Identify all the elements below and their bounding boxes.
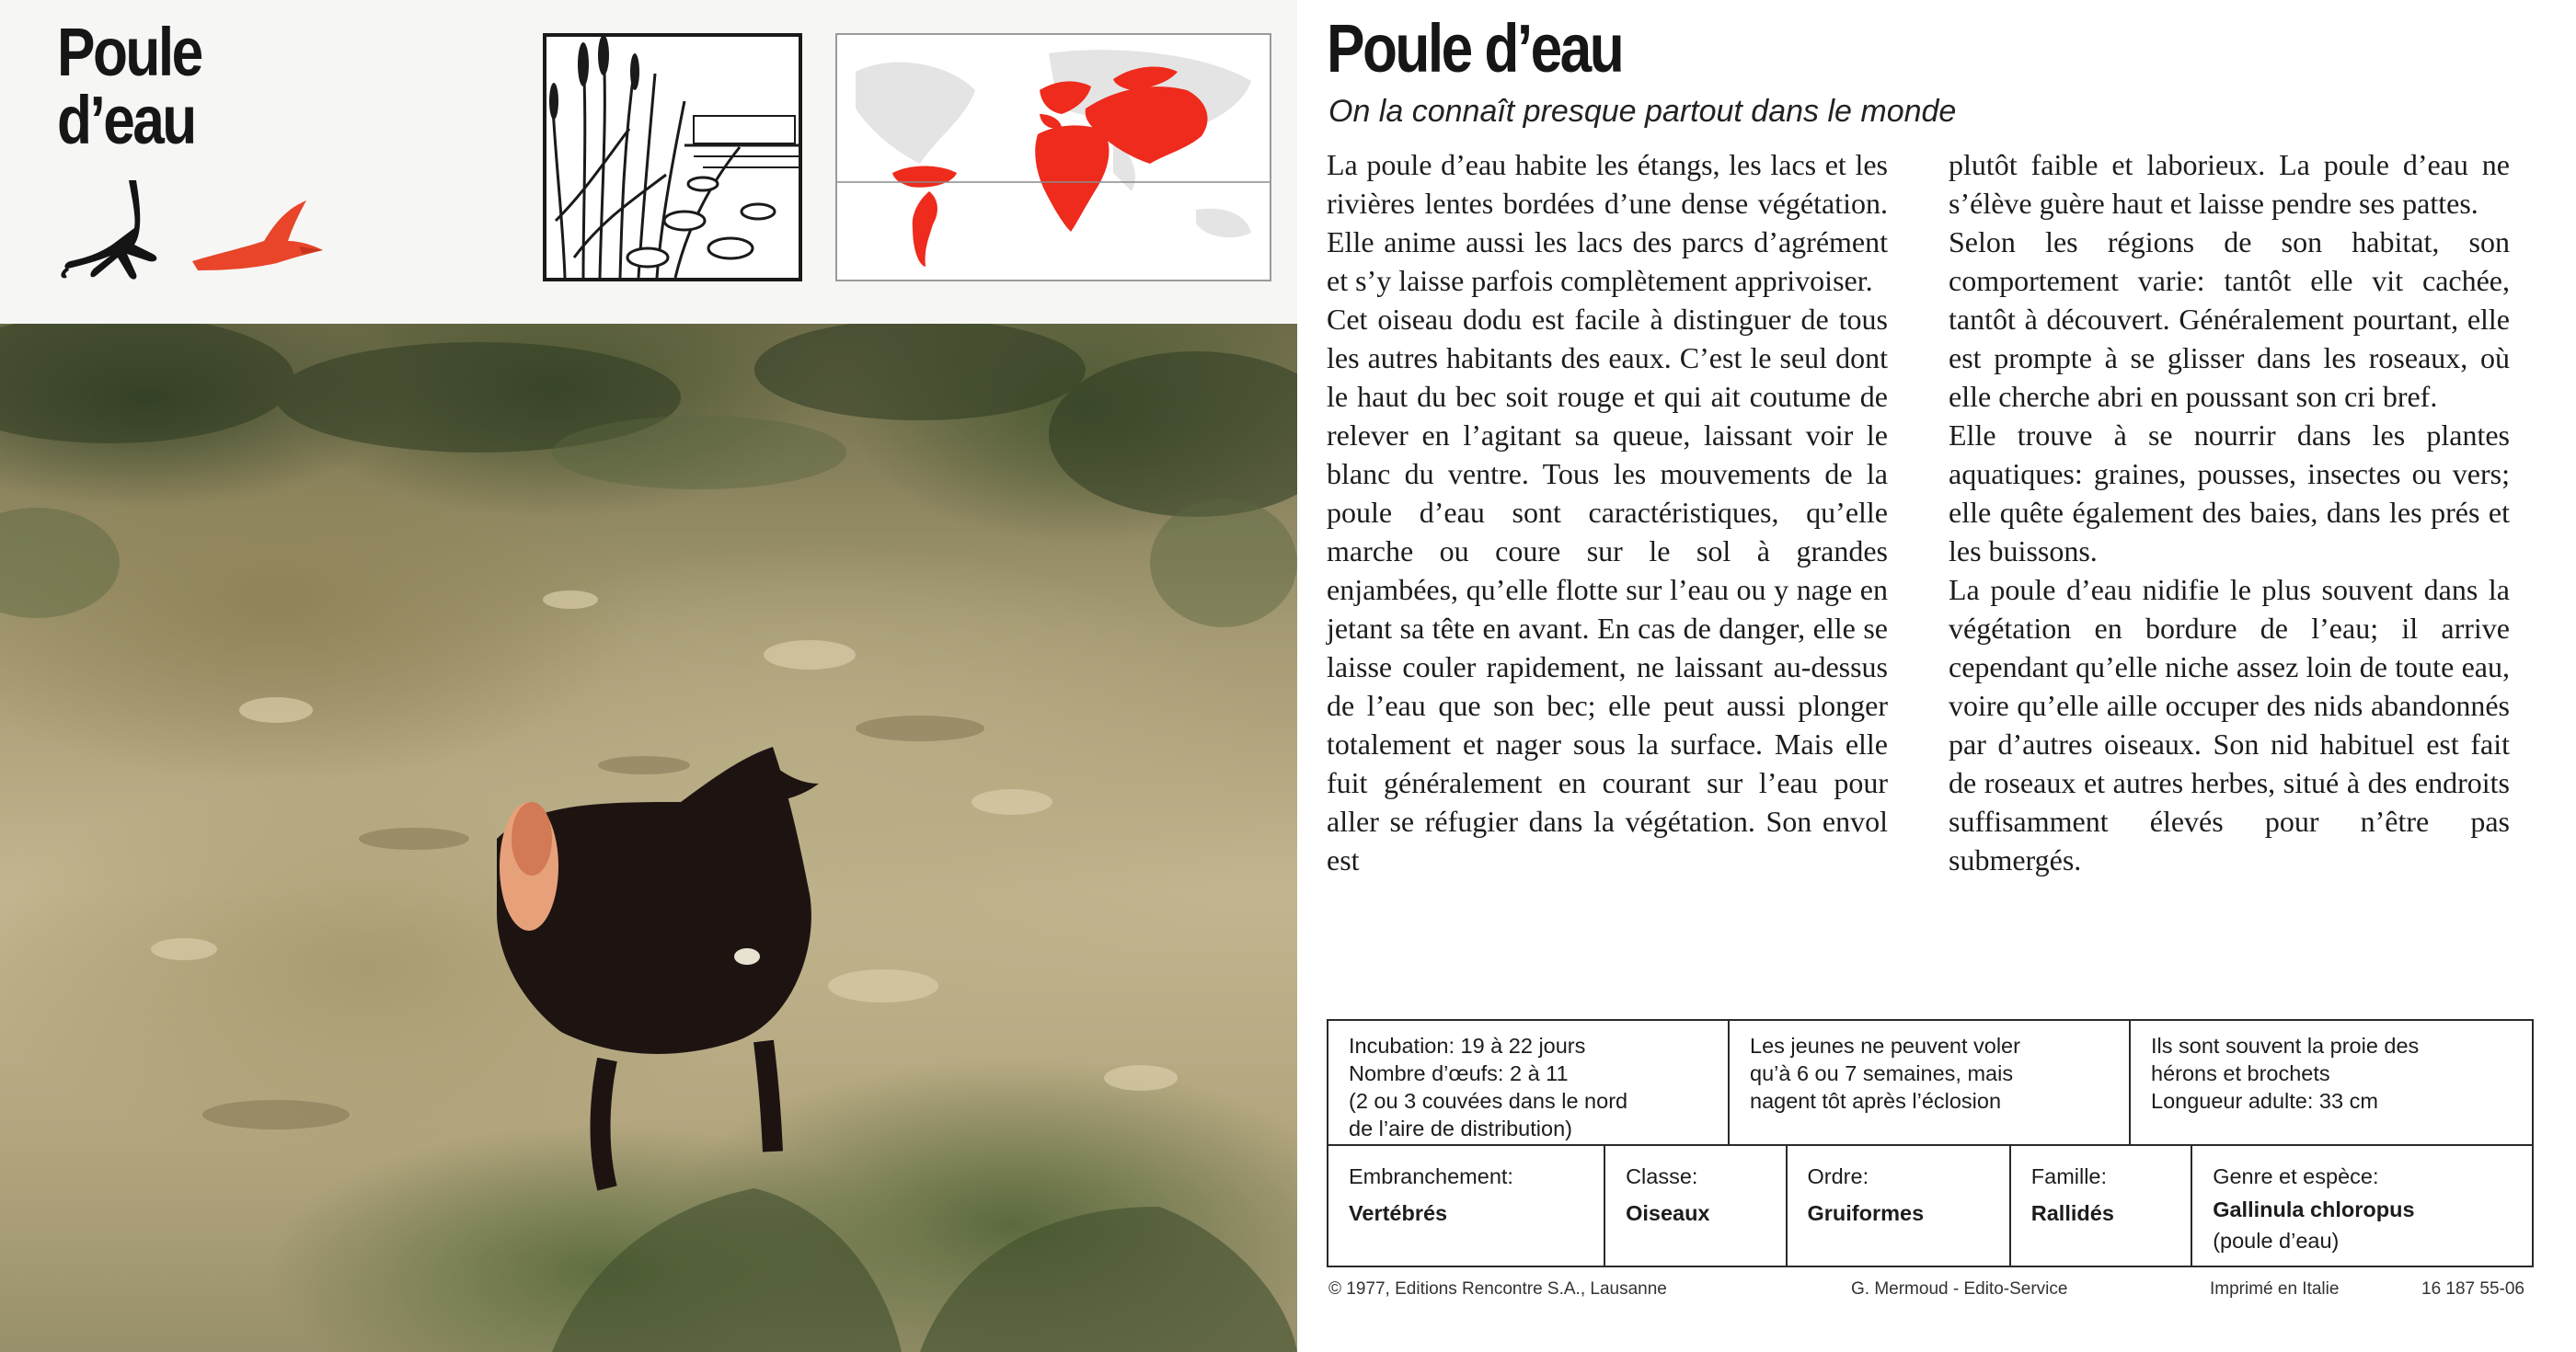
taxonomy-embranchement	[1328, 1146, 1605, 1266]
footer-printed: Imprimé en Italie	[2210, 1279, 2340, 1299]
footer-code: 16 187 55-06	[2421, 1279, 2524, 1299]
taxonomy-value: Rallidés	[2030, 1201, 2114, 1225]
taxonomy-label: Ordre:	[1807, 1164, 1869, 1188]
card-back	[1297, 0, 2576, 1352]
paragraph: La poule d’eau habite les étangs, les lacs et les rivières lentes bordées d’une dense végétation. Elle anime aussi les lacs des parcs d’agrément et s’y laisse parfois complètement apprivoiser.	[1327, 148, 1888, 297]
front-title	[57, 14, 258, 158]
taxonomy-label: Famille:	[2030, 1164, 2108, 1188]
fact-line: Incubation: 19 à 22 jours	[1349, 1034, 1586, 1058]
card-footer	[1328, 1279, 2534, 1307]
taxonomy-value: Vertébrés	[1349, 1201, 1448, 1225]
moorhen-photo	[0, 324, 1297, 1352]
fact-cell-predators	[2131, 1021, 2532, 1144]
fact-line: nagent tôt après l’éclosion	[1750, 1089, 2002, 1113]
text-column-right	[1949, 145, 2510, 879]
front-title-line2: d’eau	[57, 82, 195, 158]
front-title-line1: Poule	[57, 14, 201, 90]
paragraph: La poule d’eau nidifie le plus souvent dans la végétation en bordure de l’eau; il arrive cependant qu’elle niche assez loin de toute eau, voire qu’elle aille occuper des nids abandonnés par d’autres oiseaux. Son nid habituel est fait de roseaux et autres herbes, situé à des endroits suffisamment élevés pour n’être pas submergés.	[1949, 573, 2510, 877]
taxonomy-value: Gruiformes	[1807, 1201, 1925, 1225]
taxonomy-value: Gallinula chloropus	[2213, 1197, 2415, 1221]
taxonomy-genre	[2192, 1146, 2532, 1266]
habitat-reeds-icon	[546, 37, 799, 278]
moorhen-bird	[497, 747, 819, 1188]
paragraph: Elle trouve à se nourrir dans les plantes aquatiques: graines, pousses, insectes ou vers; elle quête également des baies, dans les prés et les buissons.	[1949, 418, 2510, 567]
fact-cell-young	[1730, 1021, 2131, 1144]
footer-credit: G. Mermoud - Edito-Service	[1851, 1279, 2068, 1299]
fact-cell-incubation	[1328, 1021, 1730, 1144]
habitat-illustration	[543, 33, 802, 281]
bird-foot-icon	[57, 173, 177, 283]
fact-line: Ils sont souvent la proie des	[2151, 1034, 2420, 1058]
paragraph: Selon les régions de son habitat, son comportement varie: tantôt elle vit cachée, tantôt à découvert. Généralement pourtant, elle est prompte à se glisser dans les roseaux, où elle cherche abri en poussant son cri bref.	[1949, 225, 2510, 413]
taxonomy-table	[1327, 1146, 2534, 1267]
fact-line: (2 ou 3 couvées dans le nord	[1349, 1089, 1628, 1113]
bird-flight-icon	[189, 193, 327, 276]
fact-line: Longueur adulte: 33 cm	[2151, 1089, 2378, 1113]
paragraph: Cet oiseau dodu est facile à distinguer de tous les autres habitants des eaux. C’est le seul dont le haut du bec soit rouge et qui ait coutume de relever en l’agitant sa queue, laissant voir le blanc du ventre. Tous les mouvements de la poule d’eau sont caractéristiques, qu’elle marche ou coure sur le sol à grandes enjambées, qu’elle flotte sur l’eau ou y nage en jetant sa tête en avant. En cas de danger, elle se laisse couler rapidement, ne laissant au-dessus de l’eau que son bec; elle peut aussi plonger totalement et nager sous la surface. Mais elle fuit généralement en courant sur l’eau pour aller se réfugier dans la végétation. Son envol est	[1327, 303, 1888, 877]
fact-line: Nombre d’œufs: 2 à 11	[1349, 1061, 1569, 1085]
fact-line: Les jeunes ne peuvent voler	[1750, 1034, 2020, 1058]
taxonomy-classe	[1605, 1146, 1787, 1266]
taxonomy-label: Genre et espèce:	[2213, 1164, 2379, 1188]
fact-line: hérons et brochets	[2151, 1061, 2330, 1085]
facts-table-top	[1327, 1019, 2534, 1146]
taxonomy-label: Embranchement:	[1349, 1164, 1513, 1188]
back-title: Poule d’eau	[1327, 10, 1623, 86]
fact-line: qu’à 6 ou 7 semaines, mais	[1750, 1061, 2014, 1085]
world-map-svg	[837, 35, 1270, 280]
fact-line: de l’aire de distribution)	[1349, 1117, 1572, 1140]
back-subtitle: On la connaît presque partout dans le monde	[1328, 94, 1957, 129]
taxonomy-label: Classe:	[1626, 1164, 1698, 1188]
taxonomy-famille	[2011, 1146, 2192, 1266]
photo-scene	[0, 324, 1297, 1352]
world-distribution-map	[835, 33, 1271, 281]
taxonomy-common-name: (poule d’eau)	[2213, 1229, 2340, 1253]
text-column-left	[1327, 145, 1888, 879]
taxonomy-value: Oiseaux	[1626, 1201, 1710, 1225]
footer-copyright: © 1977, Editions Rencontre S.A., Lausanne	[1328, 1279, 1667, 1299]
paragraph: plutôt faible et laborieux. La poule d’eau ne s’élève guère haut et laisse pendre ses pattes.	[1949, 148, 2510, 220]
taxonomy-ordre	[1788, 1146, 2011, 1266]
